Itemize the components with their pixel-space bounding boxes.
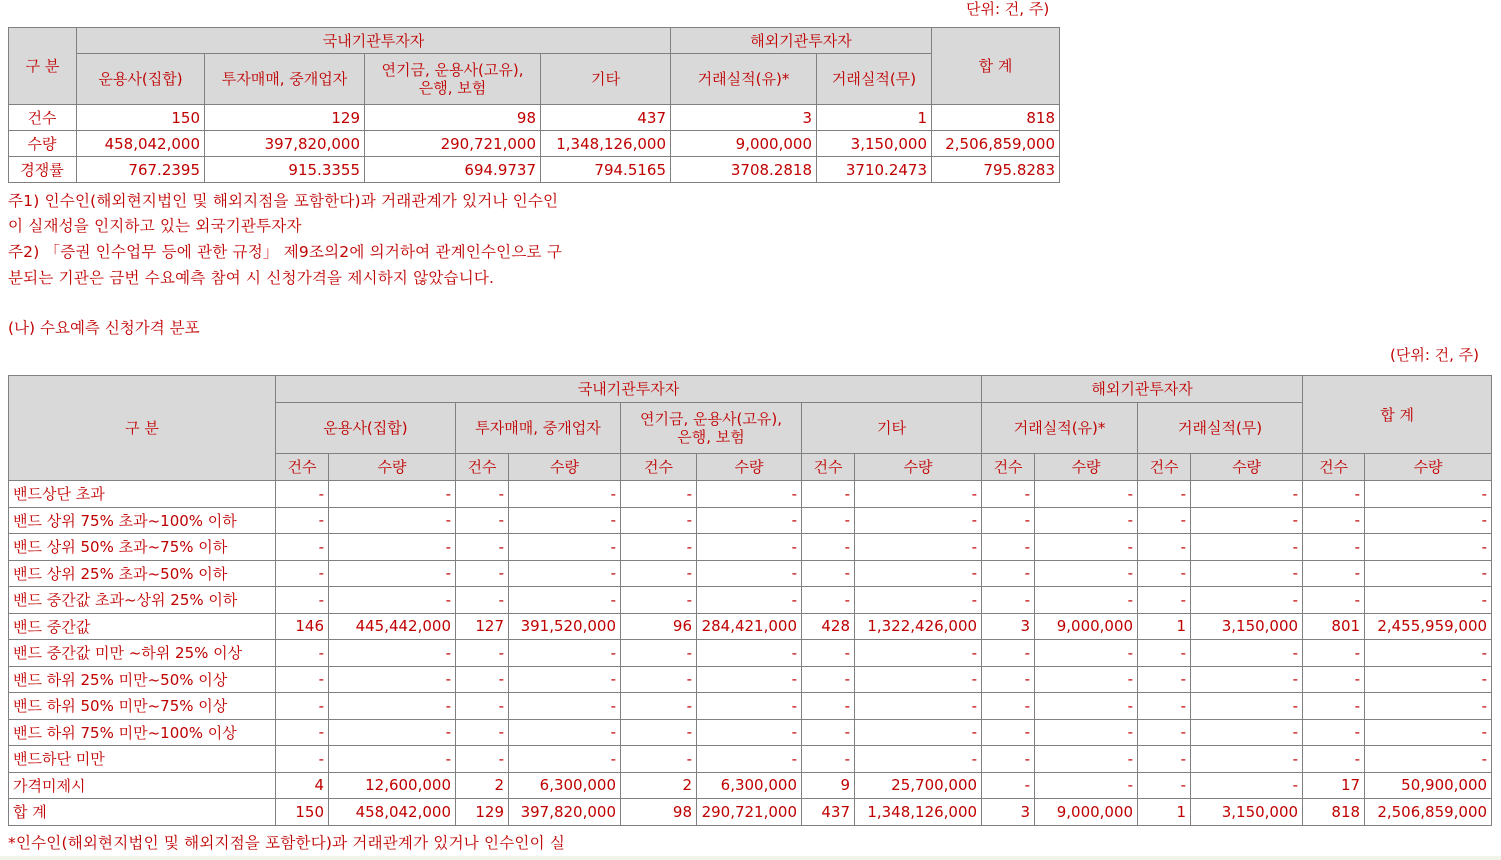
- table-cell: -: [982, 772, 1035, 799]
- table-cell: -: [982, 666, 1035, 693]
- table-cell: -: [456, 481, 509, 508]
- table-cell: -: [855, 481, 982, 508]
- table-cell: 445,442,000: [329, 613, 456, 640]
- table-cell: -: [1035, 640, 1138, 667]
- table-cell: -: [697, 481, 802, 508]
- subheader-count: 건수: [456, 454, 509, 481]
- table-cell: 3,150,000: [817, 131, 932, 157]
- table-cell: -: [456, 507, 509, 534]
- table-cell: -: [802, 560, 855, 587]
- subheader-count: 건수: [802, 454, 855, 481]
- table-cell: 1,348,126,000: [855, 799, 982, 826]
- table-row: [9, 693, 1492, 720]
- table-cell: 818: [1303, 799, 1365, 826]
- table-cell: -: [1303, 587, 1365, 614]
- subheader-quantity: 수량: [509, 454, 621, 481]
- row-label: 밴드 상위 75% 초과~100% 이하: [9, 507, 276, 534]
- table-cell: -: [1138, 507, 1191, 534]
- table-cell: -: [1191, 772, 1303, 799]
- col-header-other: 기타: [802, 403, 982, 454]
- table-row: [9, 799, 1492, 826]
- table2-unit-label: (단위: 건, 주): [1390, 346, 1480, 364]
- table-cell: 150: [77, 105, 205, 131]
- table-cell: -: [697, 746, 802, 773]
- table-cell: -: [509, 481, 621, 508]
- table-cell: 98: [365, 105, 541, 131]
- table-cell: 9,000,000: [1035, 613, 1138, 640]
- row-label: 합 계: [9, 799, 276, 826]
- table-cell: 25,700,000: [855, 772, 982, 799]
- table-cell: -: [1365, 693, 1492, 720]
- table-cell: -: [1303, 693, 1365, 720]
- table-cell: 1: [1138, 799, 1191, 826]
- table-row: [9, 157, 1060, 183]
- table-cell: -: [1035, 693, 1138, 720]
- table-row: [9, 613, 1492, 640]
- table-row: [9, 666, 1492, 693]
- table-cell: 1: [1138, 613, 1191, 640]
- table-cell: -: [1138, 534, 1191, 561]
- subheader-quantity: 수량: [1191, 454, 1303, 481]
- table-cell: -: [509, 560, 621, 587]
- row-label: 가격미제시: [9, 772, 276, 799]
- total-header: 합 계: [932, 28, 1060, 105]
- table-cell: -: [1138, 772, 1191, 799]
- table-cell: -: [982, 719, 1035, 746]
- table-cell: -: [621, 481, 697, 508]
- table-cell: 9: [802, 772, 855, 799]
- table-cell: 391,520,000: [509, 613, 621, 640]
- table-row: [9, 481, 1492, 508]
- table-cell: 3,150,000: [1191, 799, 1303, 826]
- col-header-broker-dealer: 투자매매, 중개업자: [205, 54, 365, 105]
- table-cell: -: [509, 587, 621, 614]
- table-cell: 915.3355: [205, 157, 365, 183]
- table-row: [9, 746, 1492, 773]
- table-cell: -: [621, 507, 697, 534]
- table-cell: 96: [621, 613, 697, 640]
- table-cell: -: [456, 640, 509, 667]
- table-cell: -: [802, 666, 855, 693]
- table-cell: -: [1303, 534, 1365, 561]
- table-cell: -: [329, 481, 456, 508]
- table-cell: 397,820,000: [509, 799, 621, 826]
- table-cell: -: [1035, 534, 1138, 561]
- category-header: 구 분: [9, 376, 276, 481]
- table-cell: -: [855, 666, 982, 693]
- table-cell: 428: [802, 613, 855, 640]
- table-cell: -: [276, 693, 329, 720]
- table-cell: -: [1303, 746, 1365, 773]
- table-cell: 50,900,000: [1365, 772, 1492, 799]
- row-label: 밴드 하위 50% 미만~75% 이상: [9, 693, 276, 720]
- category-header: 구 분: [9, 28, 77, 105]
- table-cell: -: [855, 507, 982, 534]
- table-cell: -: [697, 693, 802, 720]
- table-cell: -: [329, 507, 456, 534]
- table-cell: -: [855, 640, 982, 667]
- table-cell: -: [1365, 640, 1492, 667]
- table-cell: -: [1191, 481, 1303, 508]
- table-cell: -: [621, 640, 697, 667]
- table-cell: 3710.2473: [817, 157, 932, 183]
- table-cell: 17: [1303, 772, 1365, 799]
- table-cell: -: [1035, 772, 1138, 799]
- table-cell: -: [276, 534, 329, 561]
- table-cell: 150: [276, 799, 329, 826]
- table-cell: -: [509, 507, 621, 534]
- table-cell: 694.9737: [365, 157, 541, 183]
- table-cell: 795.8283: [932, 157, 1060, 183]
- table-cell: -: [982, 481, 1035, 508]
- table-cell: -: [1365, 587, 1492, 614]
- table-row: [9, 772, 1492, 799]
- foreign-investors-header: 해외기관투자자: [671, 28, 932, 54]
- table-cell: 9,000,000: [671, 131, 817, 157]
- table-cell: -: [982, 534, 1035, 561]
- table-cell: -: [276, 640, 329, 667]
- table-cell: -: [1191, 507, 1303, 534]
- col-header-foreign-without-record: 거래실적(무): [1138, 403, 1303, 454]
- subheader-quantity: 수량: [855, 454, 982, 481]
- table-cell: 2,506,859,000: [1365, 799, 1492, 826]
- table-cell: -: [276, 587, 329, 614]
- table-cell: 2: [621, 772, 697, 799]
- table-row: [9, 131, 1060, 157]
- total-header: 합 계: [1303, 376, 1492, 454]
- table-cell: 127: [456, 613, 509, 640]
- table-cell: -: [456, 746, 509, 773]
- table-cell: -: [855, 719, 982, 746]
- table-cell: -: [802, 693, 855, 720]
- table-cell: -: [1191, 746, 1303, 773]
- table-cell: 2: [456, 772, 509, 799]
- col-header-foreign-without-record: 거래실적(무): [817, 54, 932, 105]
- col-header-pension-bank: 연기금, 운용사(고유), 은행, 보험: [621, 403, 802, 454]
- table-cell: 3: [982, 613, 1035, 640]
- table-cell: -: [802, 640, 855, 667]
- row-label: 밴드 상위 25% 초과~50% 이하: [9, 560, 276, 587]
- table-cell: -: [276, 481, 329, 508]
- table-cell: -: [1035, 719, 1138, 746]
- subheader-count: 건수: [621, 454, 697, 481]
- row-label: 밴드 하위 75% 미만~100% 이상: [9, 719, 276, 746]
- table-cell: 284,421,000: [697, 613, 802, 640]
- table-row: [9, 560, 1492, 587]
- table-cell: -: [621, 693, 697, 720]
- table-cell: -: [1303, 719, 1365, 746]
- table-cell: -: [982, 693, 1035, 720]
- domestic-investors-header: 국내기관투자자: [77, 28, 671, 54]
- subheader-count: 건수: [276, 454, 329, 481]
- table-cell: -: [1138, 746, 1191, 773]
- table-cell: 397,820,000: [205, 131, 365, 157]
- foreign-investors-header: 해외기관투자자: [982, 376, 1303, 403]
- table-cell: -: [329, 560, 456, 587]
- table-cell: 290,721,000: [365, 131, 541, 157]
- table-row: [9, 587, 1492, 614]
- table-cell: -: [982, 507, 1035, 534]
- subheader-count: 건수: [1138, 454, 1191, 481]
- table-row: [9, 105, 1060, 131]
- table-cell: -: [855, 587, 982, 614]
- table-cell: -: [855, 560, 982, 587]
- row-label: 밴드하단 미만: [9, 746, 276, 773]
- table-cell: -: [1303, 507, 1365, 534]
- table-cell: -: [697, 560, 802, 587]
- table-cell: -: [329, 666, 456, 693]
- table1-unit-label: 단위: 건, 주): [966, 0, 1050, 18]
- subheader-quantity: 수량: [329, 454, 456, 481]
- table-cell: -: [329, 746, 456, 773]
- note-1-line-1: 주1) 인수인(해외현지법인 및 해외지점을 포함한다)과 거래관계가 있거나 인수인: [8, 192, 559, 210]
- subheader-count: 건수: [982, 454, 1035, 481]
- table-cell: -: [1191, 666, 1303, 693]
- table-cell: -: [697, 587, 802, 614]
- table-cell: 2,506,859,000: [932, 131, 1060, 157]
- table-cell: 129: [456, 799, 509, 826]
- table-cell: 458,042,000: [77, 131, 205, 157]
- table-cell: -: [329, 587, 456, 614]
- table-cell: -: [697, 534, 802, 561]
- table-cell: -: [621, 746, 697, 773]
- table-cell: -: [329, 534, 456, 561]
- table-cell: -: [1138, 640, 1191, 667]
- table-cell: -: [1138, 481, 1191, 508]
- row-label: 건수: [9, 105, 77, 131]
- table-cell: -: [621, 534, 697, 561]
- table-cell: 2,455,959,000: [1365, 613, 1492, 640]
- row-label: 밴드 하위 25% 미만~50% 이상: [9, 666, 276, 693]
- table-cell: -: [855, 746, 982, 773]
- table-row: [9, 719, 1492, 746]
- table-cell: -: [1035, 746, 1138, 773]
- footnote: *인수인(해외현지법인 및 해외지점을 포함한다)과 거래관계가 있거나 인수인이 실: [8, 834, 566, 852]
- table-cell: -: [509, 746, 621, 773]
- table-cell: -: [697, 719, 802, 746]
- table-row: [9, 507, 1492, 534]
- col-header-asset-manager: 운용사(집합): [276, 403, 456, 454]
- table-cell: 818: [932, 105, 1060, 131]
- table-cell: -: [509, 719, 621, 746]
- col-header-asset-manager: 운용사(집합): [77, 54, 205, 105]
- table-cell: -: [1365, 746, 1492, 773]
- table-cell: -: [621, 560, 697, 587]
- table-cell: 3: [671, 105, 817, 131]
- table-cell: -: [1191, 534, 1303, 561]
- bottom-edge-strip: [0, 856, 1501, 860]
- row-label: 밴드 중간값 미만 ~하위 25% 이상: [9, 640, 276, 667]
- table-cell: -: [456, 693, 509, 720]
- table-cell: -: [276, 666, 329, 693]
- table-cell: -: [276, 719, 329, 746]
- row-label: 경쟁률: [9, 157, 77, 183]
- table-cell: -: [509, 534, 621, 561]
- table-cell: 98: [621, 799, 697, 826]
- table-cell: -: [276, 507, 329, 534]
- table-cell: 3,150,000: [1191, 613, 1303, 640]
- table-cell: -: [1365, 507, 1492, 534]
- table-cell: 794.5165: [541, 157, 671, 183]
- table-cell: -: [1303, 666, 1365, 693]
- table-cell: -: [855, 534, 982, 561]
- table-cell: -: [456, 666, 509, 693]
- table-cell: -: [1191, 719, 1303, 746]
- table-cell: -: [276, 746, 329, 773]
- table-cell: 1,322,426,000: [855, 613, 982, 640]
- table-cell: -: [329, 719, 456, 746]
- table-cell: -: [1191, 693, 1303, 720]
- table-cell: -: [509, 666, 621, 693]
- table-cell: -: [1035, 666, 1138, 693]
- col-header-foreign-with-record: 거래실적(유)*: [982, 403, 1138, 454]
- note-1-line-2: 이 실재성을 인지하고 있는 외국기관투자자: [8, 217, 302, 235]
- table-cell: 4: [276, 772, 329, 799]
- table-cell: -: [1191, 560, 1303, 587]
- note-2-line-2: 분되는 기관은 금번 수요예측 참여 시 신청가격을 제시하지 않았습니다.: [8, 269, 495, 287]
- row-label: 밴드 중간값: [9, 613, 276, 640]
- table-cell: -: [329, 693, 456, 720]
- table-cell: 3: [982, 799, 1035, 826]
- table-cell: 3708.2818: [671, 157, 817, 183]
- table-cell: -: [456, 587, 509, 614]
- table-cell: 437: [541, 105, 671, 131]
- table-cell: -: [621, 719, 697, 746]
- section-title: (나) 수요예측 신청가격 분포: [8, 319, 200, 337]
- table-cell: -: [697, 640, 802, 667]
- domestic-investors-header: 국내기관투자자: [276, 376, 982, 403]
- table-cell: -: [1365, 719, 1492, 746]
- subheader-count: 건수: [1303, 454, 1365, 481]
- table-cell: -: [982, 560, 1035, 587]
- table-cell: -: [1365, 666, 1492, 693]
- table-cell: -: [982, 746, 1035, 773]
- table-cell: -: [1035, 507, 1138, 534]
- table-cell: -: [802, 534, 855, 561]
- row-label: 수량: [9, 131, 77, 157]
- table-cell: 6,300,000: [697, 772, 802, 799]
- table-cell: 801: [1303, 613, 1365, 640]
- table-cell: -: [509, 693, 621, 720]
- table-cell: 767.2395: [77, 157, 205, 183]
- subheader-quantity: 수량: [1365, 454, 1492, 481]
- table-cell: -: [802, 587, 855, 614]
- table-cell: -: [1303, 560, 1365, 587]
- subheader-quantity: 수량: [1035, 454, 1138, 481]
- table-cell: -: [621, 666, 697, 693]
- table-cell: -: [1138, 719, 1191, 746]
- table-cell: 6,300,000: [509, 772, 621, 799]
- table-cell: -: [697, 666, 802, 693]
- table-cell: -: [1035, 587, 1138, 614]
- table-cell: -: [1191, 640, 1303, 667]
- table-cell: 1,348,126,000: [541, 131, 671, 157]
- table-cell: -: [456, 534, 509, 561]
- table-row: [9, 534, 1492, 561]
- table-cell: -: [802, 719, 855, 746]
- table-cell: -: [276, 560, 329, 587]
- table-cell: -: [1365, 560, 1492, 587]
- table-cell: -: [621, 587, 697, 614]
- table-cell: -: [1365, 534, 1492, 561]
- table-cell: -: [1303, 481, 1365, 508]
- table-cell: -: [509, 640, 621, 667]
- table-cell: -: [982, 587, 1035, 614]
- table-cell: -: [456, 719, 509, 746]
- table-cell: -: [802, 507, 855, 534]
- table-cell: -: [802, 481, 855, 508]
- table-cell: 146: [276, 613, 329, 640]
- table-cell: 9,000,000: [1035, 799, 1138, 826]
- table-cell: 437: [802, 799, 855, 826]
- table-cell: -: [1035, 481, 1138, 508]
- table-cell: 1: [817, 105, 932, 131]
- table-row: [9, 640, 1492, 667]
- table-cell: -: [697, 507, 802, 534]
- note-2-line-1: 주2) 「증권 인수업무 등에 관한 규정」 제9조의2에 의거하여 관계인수인으로 구: [8, 243, 562, 261]
- row-label: 밴드 상위 50% 초과~75% 이하: [9, 534, 276, 561]
- table-cell: -: [1138, 693, 1191, 720]
- price-distribution-table: [8, 375, 1492, 826]
- table-cell: -: [1191, 587, 1303, 614]
- col-header-broker-dealer: 투자매매, 중개업자: [456, 403, 621, 454]
- table-cell: 129: [205, 105, 365, 131]
- table-cell: -: [1035, 560, 1138, 587]
- table-cell: -: [456, 560, 509, 587]
- table-cell: 12,600,000: [329, 772, 456, 799]
- table-cell: -: [982, 640, 1035, 667]
- table-cell: 290,721,000: [697, 799, 802, 826]
- row-label: 밴드 중간값 초과~상위 25% 이하: [9, 587, 276, 614]
- table-cell: -: [1138, 666, 1191, 693]
- table-cell: -: [329, 640, 456, 667]
- col-header-other: 기타: [541, 54, 671, 105]
- table-cell: -: [1138, 560, 1191, 587]
- table-cell: -: [802, 746, 855, 773]
- table-cell: -: [1303, 640, 1365, 667]
- participation-summary-table: [8, 27, 1060, 183]
- col-header-foreign-with-record: 거래실적(유)*: [671, 54, 817, 105]
- table-cell: -: [1138, 587, 1191, 614]
- table-cell: -: [1365, 481, 1492, 508]
- table-cell: 458,042,000: [329, 799, 456, 826]
- row-label: 밴드상단 초과: [9, 481, 276, 508]
- col-header-pension-bank: 연기금, 운용사(고유), 은행, 보험: [365, 54, 541, 105]
- table-cell: -: [855, 693, 982, 720]
- subheader-quantity: 수량: [697, 454, 802, 481]
